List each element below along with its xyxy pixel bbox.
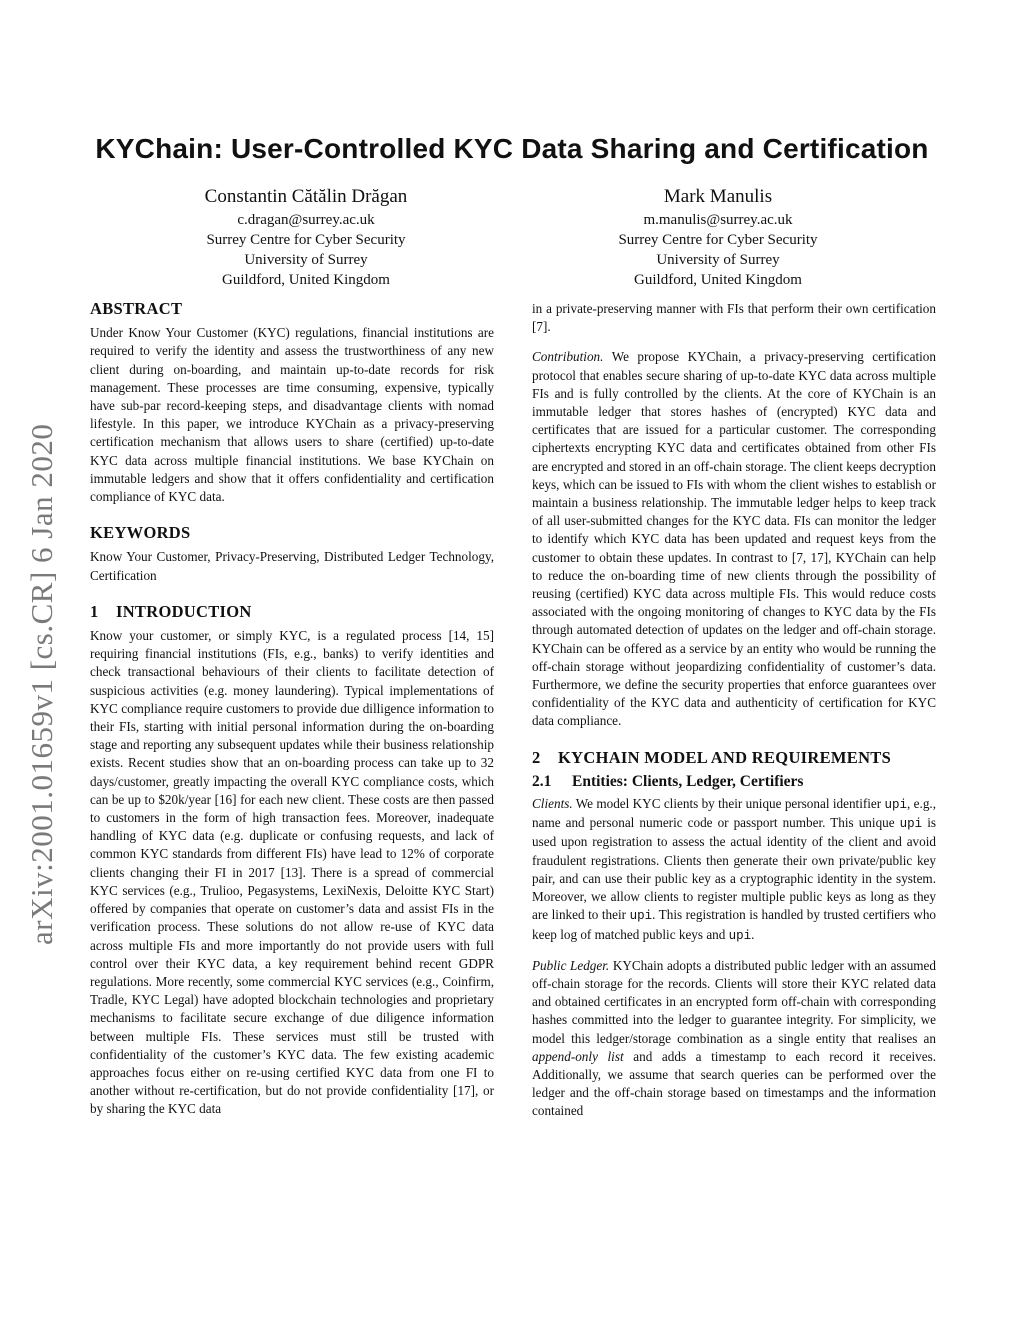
paper-title: KYChain: User-Controlled KYC Data Sharing and Certification xyxy=(95,133,929,164)
section-title: KYCHAIN MODEL AND REQUIREMENTS xyxy=(558,747,892,767)
contribution-runin: Contribution. xyxy=(532,349,604,365)
left-column xyxy=(90,300,494,1119)
abstract-text: Under Know Your Customer (KYC) regulations, financial institutions are required to verify the identity and assess the trustworthiness of any new client during on-boarding, and maintain up-to-date records for risk management. These processes are time consuming, expensive, typically have sub-par record-keeping steps, and disadvantage clients with nomad lifestyle. In this paper, we introduce KYChain as a privacy-preserving certification mechanism that allows users to share (certified) up-to-date KYC data across multiple financial institutions. We base KYChain on immutable ledgers and show that it offers confidentiality and certification compliance of KYC data. xyxy=(90,325,494,505)
intro-heading xyxy=(90,603,494,621)
intro-text: Know your customer, or simply KYC, is a regulated process [14, 15] requiring financial institutions (FIs, e.g., banks) to verify identities and check transactional behaviours of their clients to facilitate detection of suspicious activities (e.g. money laundering). Typical implementations of KYC compliance require customers to provide due dilligence information to their FIs, starting with initial personal information during the on-boarding stage and reporting any subsequent updates while their business relationship exists. Recent studies show that an on-boarding process can take up to 32 days/customer, greatly impacting the overall KYC compliance costs, which can be up to $20k/year [16] for each new client. These costs are then passed to customers in the form of high transaction fees. Moreover, inadequate handling of KYC data (e.g. duplicate or confusing requests, and lack of common KYC standards from different FIs) have lead to 12% of corporate clients changing their FI in 2017 [13]. There is a spread of commercial KYC services (e.g., Trulioo, Pegasystems, LexiNexis, Deloitte KYC Start) offered by companies that operate on customer’s data and assist FIs in the verification process. These solutions do not allow re-use of KYC data across multiple FIs and more importantly do not provide users with full control over their KYC data, a key requirement behind recent GDPR regulations. More recently, some commercial KYC services (e.g., Coinfirm, Tradle, KYC Legal) have adopted blockchain technologies and proprietary mechanisms to facilitate secure exchange of due diligence information between multiple FIs. These services must still be trusted with confidentiality of the customer’s KYC data. The few existing academic approaches focus either on re-using certified KYC data from one FI to another without re-certification, but do not provide confidentiality [17], or by sharing the KYC data xyxy=(90,628,494,1117)
author-block xyxy=(126,184,486,290)
keywords-heading: KEYWORDS xyxy=(90,523,191,543)
author-affiliation: Surrey Centre for Cyber Security xyxy=(206,232,406,248)
clients-text-2: , e.g., name and personal numeric code or passport number. This unique xyxy=(532,796,937,831)
right-column xyxy=(532,300,936,1121)
author-location: Guildford, United Kingdom xyxy=(634,272,802,288)
author-email: c.dragan@surrey.ac.uk xyxy=(237,212,375,228)
clients-text-3: is used upon registration to assess the actual identity of the client and avoid fraudulent registrations. Clients then generate their own private/public key pair, and can use their public key as a cryptographic identity in the system. Moreover, we allow clients to register multiple public keys as long as they are linked to their xyxy=(532,815,937,923)
section-number: 1 xyxy=(90,601,99,621)
intro-continuation: in a private-preserving manner with FIs that perform their own certification [7]. xyxy=(532,301,936,335)
author-email: m.manulis@surrey.ac.uk xyxy=(643,212,793,228)
clients-paragraph xyxy=(532,795,936,945)
append-only-list-emphasis: append-only list xyxy=(532,1048,624,1064)
author-affiliation: Surrey Centre for Cyber Security xyxy=(618,232,818,248)
section-title: INTRODUCTION xyxy=(116,601,252,621)
ledger-text-1: KYChain adopts a distributed public ledger with an assumed off-chain storage for the records. Clients will store their KYC related data and obtained certificates in an encrypted form off-chain with corresponding hashes committed into the ledger to guarantee integrity. For simplicity, we model this ledger/storage combination as a single entity that realises an xyxy=(532,957,936,1046)
author-institution: University of Surrey xyxy=(656,252,780,268)
clients-text-4: . This registration is handled by trusted certifiers who keep log of matched public keys and xyxy=(532,907,937,942)
subsection-title: Entities: Clients, Ledger, Certifiers xyxy=(572,772,804,790)
upi-code: upi xyxy=(728,928,752,943)
arxiv-stamp: arXiv:2001.01659v1 [cs.CR] 6 Jan 2020 xyxy=(24,423,59,945)
contribution-paragraph xyxy=(532,348,936,730)
section-number: 2 xyxy=(532,747,541,767)
subsection-number: 2.1 xyxy=(532,772,552,790)
author-block xyxy=(538,184,898,290)
subsection21-heading xyxy=(532,773,936,791)
upi-code: upi xyxy=(629,909,653,924)
author-name: Constantin Cătălin Drăgan xyxy=(204,186,408,207)
ledger-text-2: and adds a timestamp to each record it receives. Additionally, we assume that search queries can be performed over the ledger and the off-chain storage based on timestamps and the information contained xyxy=(532,1048,937,1119)
ledger-runin: Public Ledger. xyxy=(532,957,610,973)
keywords-text: Know Your Customer, Privacy-Preserving, Distributed Ledger Technology, Certification xyxy=(90,549,494,583)
section2-heading xyxy=(532,749,936,767)
ledger-paragraph xyxy=(532,957,936,1121)
author-institution: University of Surrey xyxy=(244,252,368,268)
clients-text-1: We model KYC clients by their unique personal identifier xyxy=(575,796,882,812)
clients-text-5: . xyxy=(751,926,755,942)
author-name: Mark Manulis xyxy=(663,186,773,207)
contribution-text: We propose KYChain, a privacy-preserving certification protocol that enables secure sharing of up-to-date KYC data across multiple FIs and is fully controlled by the clients. At the core of KYChain is an immutable ledger that stores hashes of (encrypted) KYC data and certificates that are issued for a particular customer. The corresponding ciphertexts encrypting KYC data and certificates obtained from other FIs are encrypted and stored in an off-chain storage. The client keeps decryption keys, which can be issued to FIs with whom the client wishes to establish or maintain a business relationship. The immutable ledger helps to keep track of all user-submitted changes for the KYC data. FIs can monitor the ledger to identify which KYC data has been updated and request keys from the customer to obtain these updates. In contrast to [7, 17], KYChain can help to reduce the on-boarding time of new clients through the possibility of reusing (certified) KYC data across multiple FIs. This would reduce costs associated with the ongoing monitoring of changes to KYC data by the FIs through automated detection of updates on the ledger and off-chain storage. KYChain can be offered as a service by an entity who would be running the off-chain storage without jeopardizing confidentiality of customer’s data. Furthermore, we define the security properties that enforce guarantees over confidentiality of the KYC data and authenticity of certification for KYC data compliance. xyxy=(532,349,936,729)
abstract-heading: ABSTRACT xyxy=(90,299,183,318)
author-location: Guildford, United Kingdom xyxy=(222,272,390,288)
upi-code: upi xyxy=(899,817,923,832)
clients-runin: Clients. xyxy=(532,796,573,812)
upi-code: upi xyxy=(884,798,908,813)
